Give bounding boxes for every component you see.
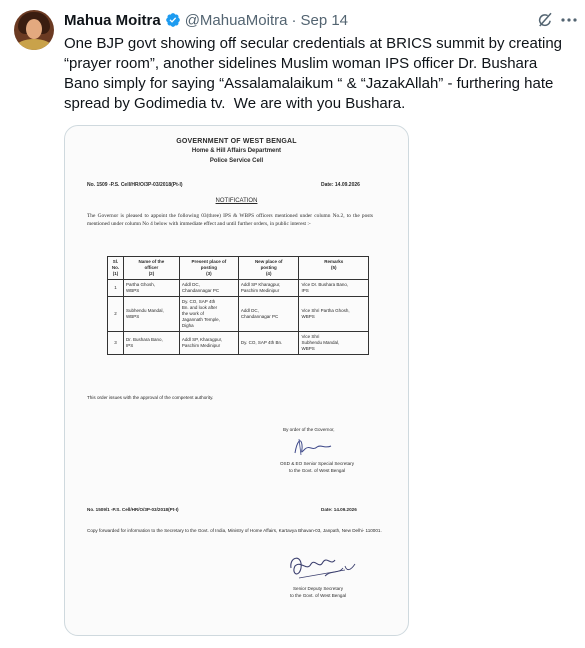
- doc-signatory-2: Senior Deputy Secretary to the Govt. of West Bengal: [289, 586, 347, 598]
- verified-badge-icon: [165, 12, 181, 28]
- table-header-cell: Sl. No. (1): [108, 257, 124, 280]
- table-cell: Addl SP, Kharagpur, Paschim Medinipur: [179, 332, 238, 355]
- doc-cell: Police Service Cell: [209, 158, 264, 164]
- tweet-header: [64, 10, 544, 30]
- tweet-date[interactable]: Sep 14: [300, 11, 349, 29]
- table-cell: Vice Shri Partha Ghosh, WBPS: [299, 297, 369, 332]
- table-cell: Addl SP Kharagpur, Paschim Medinipur: [238, 280, 299, 297]
- table-cell: Dy. CO, SAP 4th Bn. and look after the work of Jagannath Temple, Digha: [179, 297, 238, 332]
- table-cell: Dy. CO, SAP 4th Bn.: [238, 332, 299, 355]
- tweet-text: One BJP govt showing off secular credentials at BRICS summit by creating “prayer room”, another sidelines Muslim woman IPS officer Dr. Bushara Bano simply for saying “Assalamalaikum “ & “JazakAllah” - furthering hate spread by Godimedia tv. We are with you Bushara.: [64, 35, 567, 112]
- table-cell: Vice Dr. Bushara Bano, IPS: [299, 280, 369, 297]
- author-handle[interactable]: @MahuaMoitra: [184, 11, 288, 29]
- doc-memo-number: No. 1509 -P.S. Cell/HR/O/3P-03/2018(Pt-I): [87, 182, 183, 188]
- table-header-cell: Name of the officer (2): [124, 257, 180, 280]
- doc-posting-table: [107, 256, 369, 355]
- doc-body: The Governor is pleased to appoint the following 03(three) IPS & WBPS officers mentioned under column No.2, to the posts mentioned under column No 4 below with immediate effect and until further orders, in public interest :-: [87, 213, 373, 227]
- doc-memo2-date: Date: 14.09.2026: [321, 507, 357, 512]
- table-cell: Addl DC, Chandannagar PC: [179, 280, 238, 297]
- table-cell: Dr. Bushara Bano, IPS: [124, 332, 180, 355]
- doc-notification-heading: NOTIFICATION: [215, 198, 258, 204]
- doc-department: Home & Hill Affairs Department: [191, 148, 282, 154]
- doc-approval: This order issues with the approval of the competent authority.: [87, 395, 214, 400]
- table-cell: Partha Ghosh, WBPS: [124, 280, 180, 297]
- table-cell: Subhendu Mandal, WBPS: [124, 297, 180, 332]
- table-row: [108, 280, 369, 297]
- doc-government: GOVERNMENT OF WEST BENGAL: [176, 138, 297, 145]
- table-cell: 1: [108, 280, 124, 297]
- author-avatar[interactable]: [14, 10, 54, 50]
- signature-1: [287, 435, 339, 459]
- table-header-cell: Remarks (5): [299, 257, 369, 280]
- tweet-media-image[interactable]: [64, 125, 409, 636]
- separator-dot: ·: [291, 11, 297, 29]
- doc-memo2-number: No. 1509/1 -P.S. Cell/HR/O/3P-03/2018(Pt-I): [87, 507, 179, 512]
- table-cell: 2: [108, 297, 124, 332]
- doc-signatory-1: OSD & EO Senior Special Secretary to the Govt. of West Bengal: [279, 461, 355, 473]
- government-notification-document: [73, 130, 400, 630]
- doc-copy-forwarded: Copy forwarded for information to the Secretary to the Govt. of India, Ministry of Home Affairs, Kartavya Bhavan-03, Janpath, New Delhi- 110001.: [87, 528, 382, 533]
- table-row: [108, 297, 369, 332]
- table-row: [108, 332, 369, 355]
- author-name[interactable]: Mahua Moitra: [64, 11, 161, 29]
- doc-by-order: By order of the Governor,: [283, 427, 335, 432]
- more-options-icon[interactable]: [561, 18, 577, 22]
- grok-icon[interactable]: [536, 11, 554, 29]
- table-header-cell: New place of posting (4): [238, 257, 299, 280]
- doc-memo-date: Date: 14.09.2026: [321, 182, 360, 188]
- signature-2: [285, 548, 361, 584]
- table-header-cell: Present place of posting (3): [179, 257, 238, 280]
- table-cell: Vice Shri Subhendu Mandal, WBPS: [299, 332, 369, 355]
- table-cell: Addl DC, Chandannagar PC: [238, 297, 299, 332]
- table-cell: 3: [108, 332, 124, 355]
